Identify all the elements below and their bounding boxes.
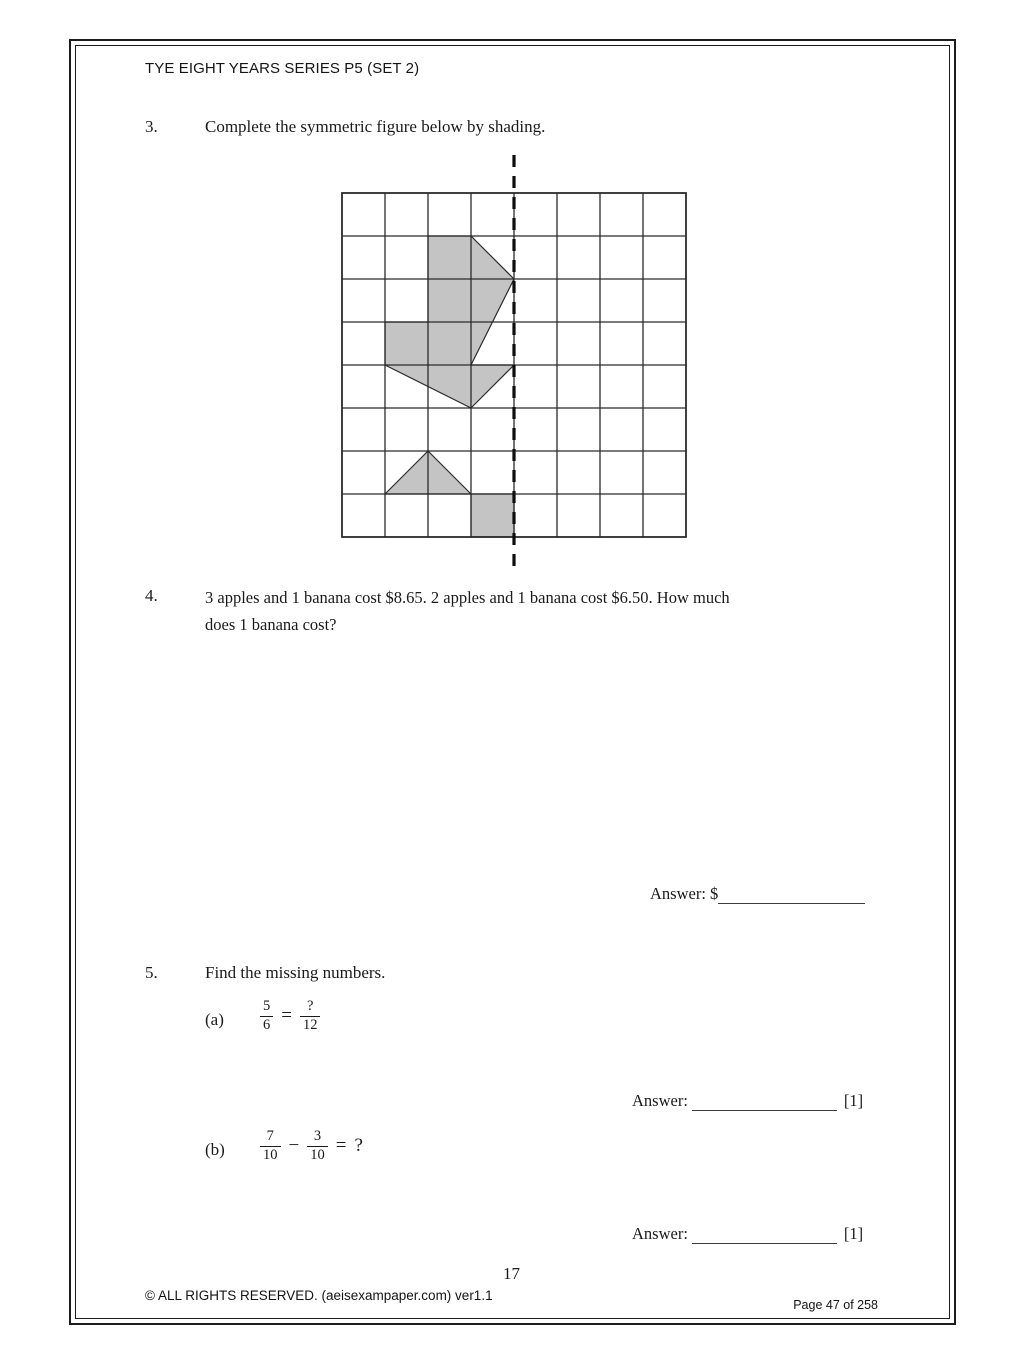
page-of-indicator: Page 47 of 258 xyxy=(793,1298,878,1312)
q5-text: Find the missing numbers. xyxy=(205,963,386,982)
q5b-answer-row xyxy=(632,1224,863,1244)
q5a-frac1-denominator: 6 xyxy=(260,1016,273,1034)
q4-answer-label: Answer: $ xyxy=(650,884,719,903)
copyright-text: © ALL RIGHTS RESERVED. (aeisexampaper.com) ver1.1 xyxy=(145,1288,493,1303)
q5b-frac2-denominator: 10 xyxy=(307,1146,328,1164)
q5b-equals-sign: = xyxy=(335,1135,347,1157)
q5a-answer-blank xyxy=(692,1092,837,1111)
q5a-frac2-denominator: 12 xyxy=(300,1016,321,1034)
q5a-answer-row xyxy=(632,1091,863,1111)
q5b-answer-blank xyxy=(692,1225,837,1244)
q5-number: 5. xyxy=(145,963,158,982)
q5a-equals-sign: = xyxy=(281,1005,292,1027)
q5b-frac1-numerator: 7 xyxy=(266,1128,274,1144)
page-header: TYE EIGHT YEARS SERIES P5 (SET 2) xyxy=(145,60,420,77)
q5b-answer-label: Answer: xyxy=(632,1224,688,1243)
q5a-frac1 xyxy=(260,999,273,1034)
q4-answer-blank xyxy=(718,885,865,904)
q4-number: 4. xyxy=(145,586,158,605)
q3-text: Complete the symmetric figure below by shading. xyxy=(205,117,546,136)
q5a-answer-marks: [1] xyxy=(843,1091,864,1110)
q5a-frac2 xyxy=(300,999,321,1034)
q5b-frac1 xyxy=(260,1129,281,1164)
q4-text xyxy=(205,584,885,638)
q5b-result-mark: ? xyxy=(354,1135,363,1157)
q5b-label: (b) xyxy=(205,1140,225,1159)
q5b-frac2-numerator: 3 xyxy=(313,1128,322,1144)
shaded-square xyxy=(471,494,514,537)
q5b-answer-marks: [1] xyxy=(843,1224,864,1243)
q4-text-line1: 3 apples and 1 banana cost $8.65. 2 apples and 1 banana cost $6.50. How much xyxy=(205,588,730,607)
q5a-frac2-numerator: ? xyxy=(307,998,314,1014)
symmetry-grid-svg xyxy=(340,155,688,573)
q5a-answer-label: Answer: xyxy=(632,1091,688,1110)
q5b-frac1-denominator: 10 xyxy=(260,1146,281,1164)
q5a-label: (a) xyxy=(205,1010,224,1029)
q5b-minus-sign: − xyxy=(288,1135,300,1157)
q4-answer-row xyxy=(650,884,865,904)
q5b-frac2 xyxy=(307,1129,328,1164)
q5b-equation xyxy=(260,1129,363,1164)
q3-number: 3. xyxy=(145,117,158,136)
q5a-equation xyxy=(260,999,320,1034)
q4-text-line2: does 1 banana cost? xyxy=(205,615,337,634)
content-page-number: 17 xyxy=(503,1264,520,1283)
q5a-frac1-numerator: 5 xyxy=(263,998,271,1014)
